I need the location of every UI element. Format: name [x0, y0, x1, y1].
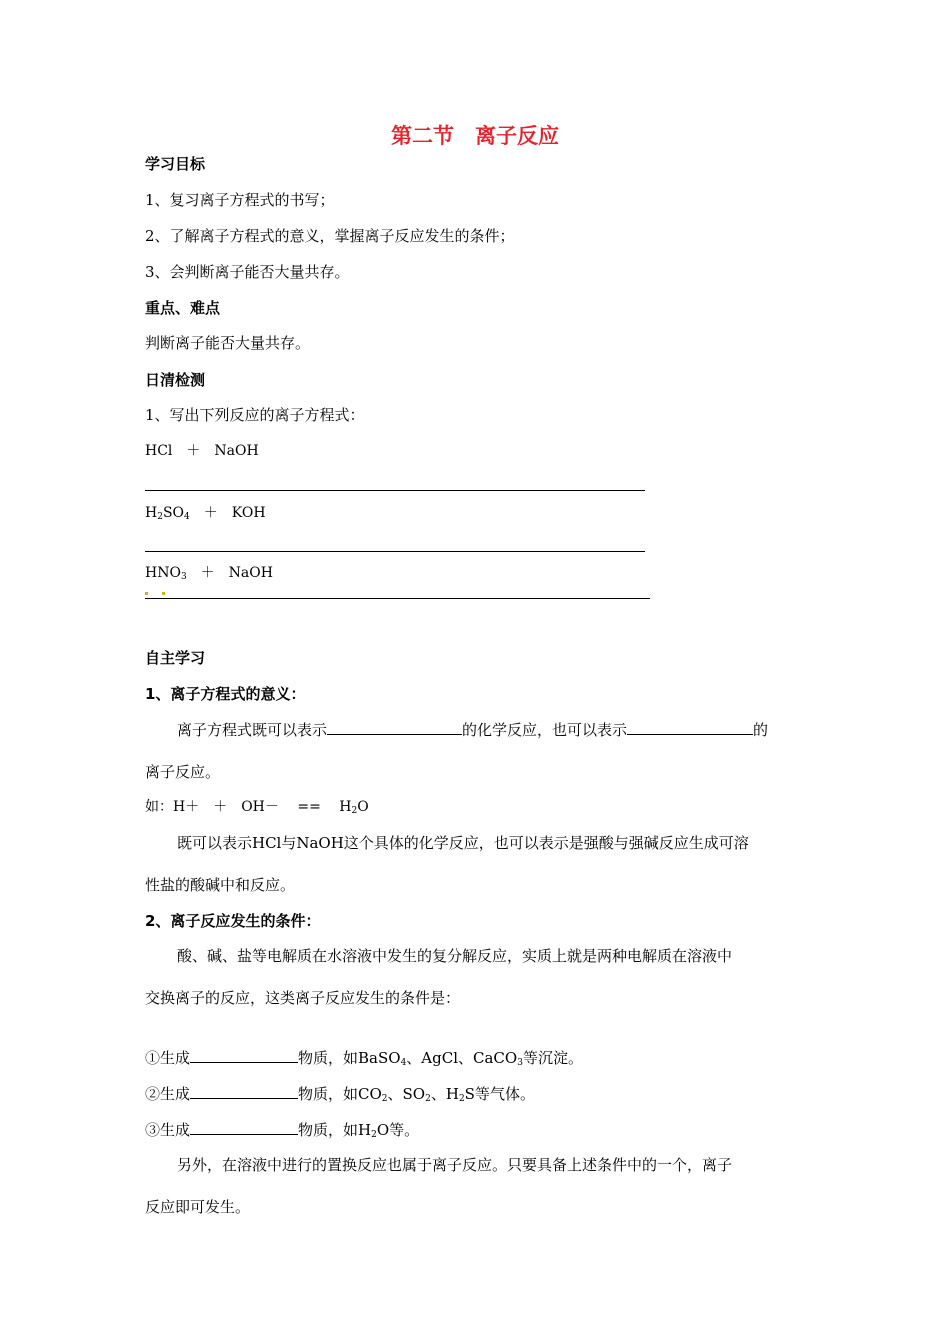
fill-blank: [190, 1118, 298, 1135]
section2-paragraph: 酸、碱、盐等电解质在水溶液中发生的复分解反应，实质上就是两种电解质在溶液中: [177, 947, 733, 965]
daily-check-heading: 日清检测: [145, 371, 206, 389]
section1-paragraph: 离子方程式既可以表示 的化学反应，也可以表示 的: [177, 718, 768, 740]
self-study-heading: 自主学习: [145, 649, 206, 667]
condition-item-3: ③生成 物质，如$H_2O$等。: [145, 1118, 419, 1140]
objective-item: 3、会判断离子能否大量共存。: [145, 263, 350, 281]
fill-blank: [190, 1082, 298, 1099]
answer-line: [145, 551, 645, 552]
section1-heading: 1、离子方程式的意义：: [145, 685, 306, 703]
example-equation: 如：H＋ ＋ OH－ == $H_2O$: [145, 799, 369, 816]
keypoints-heading: 重点、难点: [145, 299, 221, 317]
condition-item-2: ②生成 物质，如$CO_2$、$SO_2$、$H_2S$等气体。: [145, 1082, 535, 1104]
objectives-heading: 学习目标: [145, 155, 206, 173]
equation-h2so4-koh: $H_2SO_4$ ＋ KOH: [145, 505, 266, 522]
equation-hcl-naoh: HCl ＋ NaOH: [145, 443, 259, 459]
section1-explanation-cont: 性盐的酸碱中和反应。: [145, 876, 296, 894]
fill-blank: [327, 718, 462, 735]
closing-paragraph: 另外，在溶液中进行的置换反应也属于离子反应。只要具备上述条件中的一个，离子: [177, 1156, 733, 1174]
objective-item: 1、复习离子方程式的书写；: [145, 191, 335, 209]
condition-item-1: ①生成 物质，如BaSO$_4$、AgCl、CaCO$_3$等沉淀。: [145, 1046, 583, 1068]
objective-item: 2、了解离子方程式的意义，掌握离子反应发生的条件；: [145, 227, 515, 245]
equation-hno3-naoh: $HNO_3$ ＋ NaOH: [145, 565, 273, 582]
section1-paragraph-cont: 离子反应。: [145, 763, 221, 781]
daily-check-question: 1、写出下列反应的离子方程式：: [145, 406, 365, 424]
stray-mark: [162, 592, 165, 595]
keypoints-text: 判断离子能否大量共存。: [145, 334, 311, 352]
section2-heading: 2、离子反应发生的条件：: [145, 912, 321, 930]
section1-explanation: 既可以表示HCl与NaOH这个具体的化学反应，也可以表示是强酸与强碱反应生成可溶: [177, 834, 749, 852]
stray-mark: [145, 592, 148, 595]
closing-paragraph-cont: 反应即可发生。: [145, 1198, 251, 1216]
answer-line: [145, 490, 645, 491]
page-title: 第二节 离子反应: [391, 124, 559, 148]
answer-line: [145, 598, 650, 599]
fill-blank: [190, 1046, 298, 1063]
fill-blank: [627, 718, 753, 735]
section2-paragraph-cont: 交换离子的反应，这类离子反应发生的条件是：: [145, 989, 461, 1007]
